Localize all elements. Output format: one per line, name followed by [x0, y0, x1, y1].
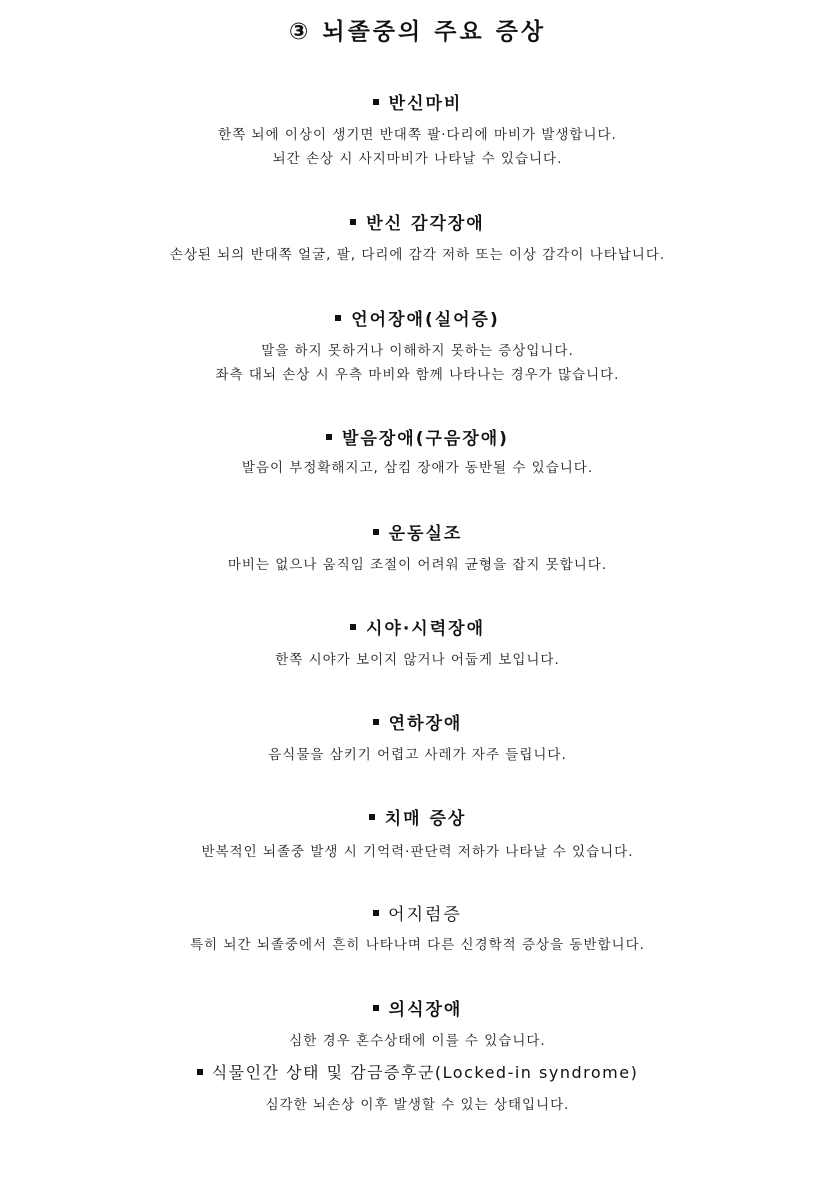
section-text: 심한 경우 혼수상태에 이를 수 있습니다.	[289, 1033, 546, 1049]
section-text: 손상된 뇌의 반대쪽 얼굴, 팔, 다리에 감각 저하 또는 이상 감각이 나타납니다.	[169, 247, 666, 263]
bullet-icon	[350, 624, 356, 630]
section-text: 반복적인 뇌졸중 발생 시 기억력·판단력 저하가 나타날 수 있습니다.	[201, 844, 634, 860]
section-text: 한쪽 뇌에 이상이 생기면 반대쪽 팔·다리에 마비가 발생합니다.	[218, 127, 617, 143]
bullet-icon	[369, 814, 375, 820]
section-text: 한쪽 시야가 보이지 않거나 어둡게 보입니다.	[275, 652, 560, 668]
section-heading-sensory: 반신 감각장애	[0, 211, 835, 237]
bullet-icon	[373, 1005, 379, 1011]
section-text: 특히 뇌간 뇌졸중에서 흔히 나타나며 다른 신경학적 증상을 동반합니다.	[190, 937, 645, 953]
section-heading-ataxia: 운동실조	[0, 521, 835, 547]
section-heading-hemiplegia: 반신마비	[0, 91, 835, 117]
section-heading-dizziness: 어지럼증	[0, 902, 835, 928]
bullet-icon	[335, 315, 341, 321]
bullet-icon	[373, 910, 379, 916]
bullet-icon	[326, 434, 332, 440]
section-text: 말을 하지 못하거나 이해하지 못하는 증상입니다.	[261, 343, 574, 359]
section-heading-dysarthria: 발음장애(구음장애)	[0, 426, 835, 452]
section-text: 좌측 대뇌 손상 시 우측 마비와 함께 나타나는 경우가 많습니다.	[215, 367, 620, 383]
bullet-icon	[373, 719, 379, 725]
bullet-icon	[350, 219, 356, 225]
section-text: 뇌간 손상 시 사지마비가 나타날 수 있습니다.	[272, 151, 563, 167]
section-text: 마비는 없으나 움직임 조절이 어려워 균형을 잡지 못합니다.	[227, 557, 608, 573]
page-title: ③ 뇌졸중의 주요 증상	[288, 19, 547, 45]
section-heading-dysphagia: 연하장애	[0, 711, 835, 737]
bullet-icon	[197, 1069, 203, 1075]
section-heading-aphasia: 언어장애(실어증)	[0, 307, 835, 333]
section-heading-locked-in: 식물인간 상태 및 감금증후군(Locked-in syndrome)	[0, 1060, 835, 1086]
section-text: 음식물을 삼키기 어렵고 사레가 자주 들립니다.	[268, 747, 567, 763]
bullet-icon	[373, 99, 379, 105]
section-text: 발음이 부정확해지고, 삼킴 장애가 동반될 수 있습니다.	[241, 460, 594, 476]
section-heading-consciousness: 의식장애	[0, 997, 835, 1023]
section-text: 심각한 뇌손상 이후 발생할 수 있는 상태입니다.	[265, 1097, 570, 1113]
bullet-icon	[373, 529, 379, 535]
section-heading-dementia: 치매 증상	[0, 806, 835, 832]
section-heading-vision: 시야·시력장애	[0, 616, 835, 642]
